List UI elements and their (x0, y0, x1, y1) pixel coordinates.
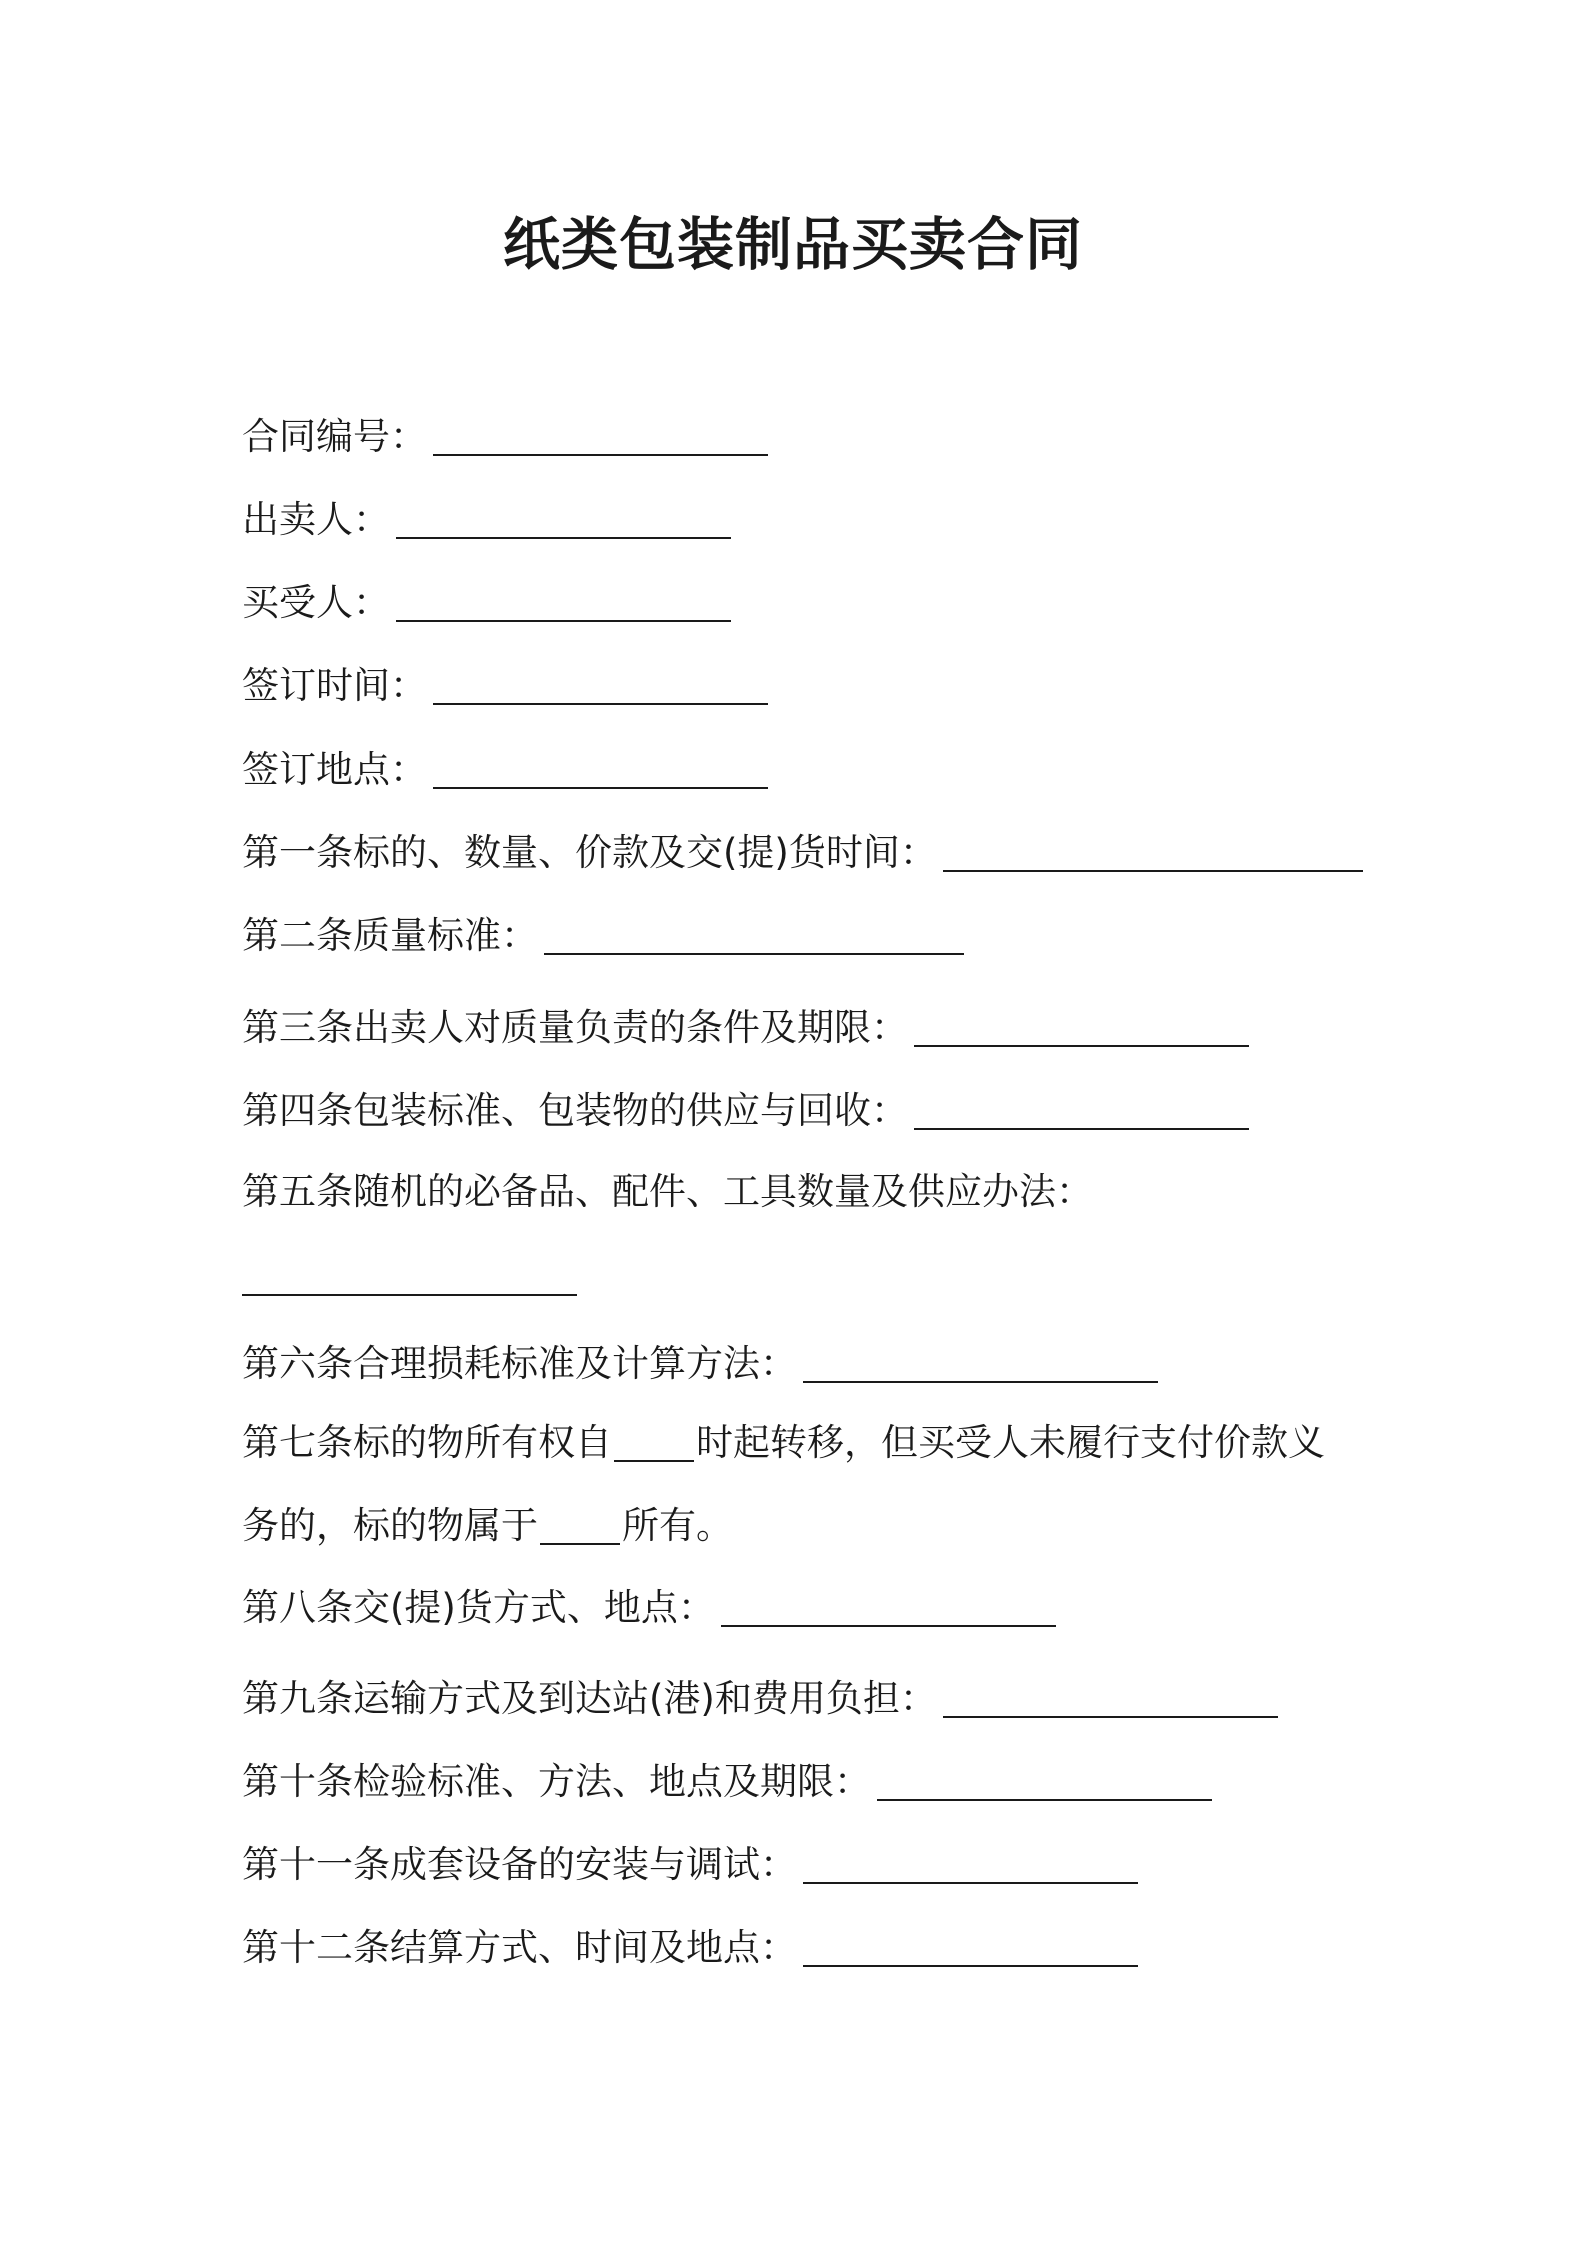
clause-text: 第八条交(提)货方式、地点： (242, 1586, 715, 1629)
clause-10-blank (877, 1757, 1212, 1801)
clause-text: 第九条运输方式及到达站(港)和费用负担： (242, 1677, 937, 1720)
clause-1-blank (943, 828, 1363, 872)
field-contract-number (242, 412, 768, 462)
clause-7-owner-blank (540, 1501, 620, 1545)
clause-7 (242, 1418, 1362, 1551)
sign-place-blank (433, 745, 768, 789)
clause-5-blank (242, 1252, 577, 1296)
seller-blank (396, 495, 731, 539)
clause-text: 第五条随机的必备品、配件、工具数量及供应办法： (242, 1170, 1093, 1213)
clause-text: 第二条质量标准： (242, 914, 538, 957)
field-seller (242, 495, 731, 545)
clause-text: 第三条出卖人对质量负责的条件及期限： (242, 1006, 908, 1049)
clause-text: 第十二条结算方式、时间及地点： (242, 1926, 797, 1969)
field-sign-time (242, 661, 768, 711)
field-label: 买受人： (242, 581, 390, 624)
clause-text: 第一条标的、数量、价款及交(提)货时间： (242, 831, 937, 874)
clause-8-blank (721, 1583, 1056, 1627)
clause-1 (242, 828, 1363, 878)
clause-7-line-2 (242, 1501, 1362, 1551)
sign-time-blank (433, 661, 768, 705)
contract-number-blank (433, 412, 768, 456)
clause-8 (242, 1583, 1056, 1633)
clause-text: 第十条检验标准、方法、地点及期限： (242, 1760, 871, 1803)
clause-2-blank (544, 911, 964, 955)
clause-4-blank (914, 1086, 1249, 1130)
clause-4 (242, 1086, 1249, 1136)
field-label: 合同编号： (242, 415, 427, 458)
clause-6 (242, 1339, 1158, 1389)
field-sign-place (242, 745, 768, 795)
field-buyer (242, 578, 731, 628)
clause-9 (242, 1674, 1278, 1724)
clause-3-blank (914, 1003, 1249, 1047)
clause-10 (242, 1757, 1212, 1807)
field-label: 签订时间： (242, 664, 427, 707)
clause-6-blank (803, 1339, 1158, 1383)
clause-12 (242, 1923, 1138, 1973)
clause-text: 务的，标的物属于 (242, 1504, 538, 1547)
clause-text: 第六条合理损耗标准及计算方法： (242, 1342, 797, 1385)
clause-2 (242, 911, 964, 961)
clause-text: 第七条标的物所有权自 (242, 1421, 612, 1464)
clause-5 (242, 1167, 1093, 1217)
clause-11 (242, 1840, 1138, 1890)
clause-7-time-blank (614, 1418, 694, 1462)
clause-12-blank (803, 1923, 1138, 1967)
clause-7-line-1 (242, 1418, 1362, 1468)
clause-3 (242, 1003, 1249, 1053)
clause-5-answer-line (242, 1252, 577, 1302)
field-label: 出卖人： (242, 498, 390, 541)
clause-11-blank (803, 1840, 1138, 1884)
field-label: 签订地点： (242, 748, 427, 791)
document-title: 纸类包装制品买卖合同 (503, 212, 1083, 278)
clause-text: 第十一条成套设备的安装与调试： (242, 1843, 797, 1886)
clause-9-blank (943, 1674, 1278, 1718)
clause-text: 第四条包装标准、包装物的供应与回收： (242, 1089, 908, 1132)
buyer-blank (396, 578, 731, 622)
clause-text: 时起转移，但买受人未履行支付价款义 (696, 1421, 1325, 1464)
clause-text: 所有。 (622, 1504, 733, 1547)
